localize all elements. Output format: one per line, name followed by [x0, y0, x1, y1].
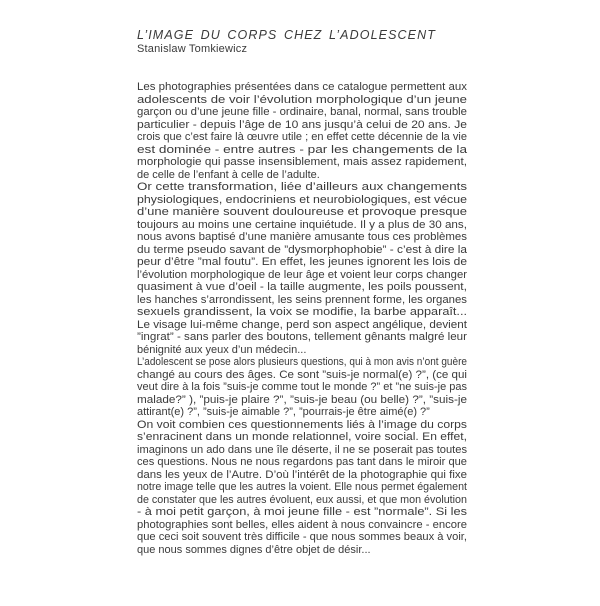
article-author: Stanislaw Tomkiewicz [137, 43, 248, 55]
article-title: L’IMAGE DU CORPS CHEZ L’ADOLESCENT [137, 28, 436, 42]
text-line: bénignité aux yeux d’un médecin... [137, 343, 307, 356]
text-line: - à moi petit garçon, à moi jeune fille - est ”normale”. Si les [137, 506, 467, 518]
text-line: peur d’être ”mal foutu”. En effet, les jeunes ignorent les lois de [137, 256, 467, 268]
text-line: Or cette transformation, liée d’ailleurs aux changements [137, 181, 467, 193]
text-line: est dominée - entre autres - par les changements de la [137, 143, 467, 156]
text-line: particulier - depuis l’âge de 10 ans jusqu’à celui de 20 ans. Je [137, 118, 467, 131]
text-line: de constater que les autres évoluent, eux aussi, et que mon évolution [137, 493, 467, 506]
text-line: de celle de l’enfant à celle de l’adulte. [137, 168, 320, 181]
text-line: du terme pseudo savant de ”dysmorphophobie” - c’est à dire la [137, 243, 467, 256]
text-line: nous avons baptisé d’une manière amusante tous ces problèmes [137, 231, 468, 243]
text-line: garçon ou d’une jeune fille - ordinaire, banal, normal, sans trouble [137, 106, 467, 118]
text-line: L’adolescent se pose alors plusieurs questions, qui à mon avis n’ont guère [137, 356, 467, 368]
text-line: l’évolution morphologique de leur âge et voient leur corps changer [137, 268, 467, 281]
article-header [137, 29, 436, 56]
text-line: notre image telle que les autres la voient. Elle nous permet également [137, 481, 467, 493]
text-line: imaginons un ado dans une île déserte, il ne se poserait pas toutes [137, 443, 467, 456]
text-line: que nous sommes dignes d’être objet de désir... [137, 543, 371, 556]
text-line: veut dire à la fois ”suis-je comme tout le monde ?” et ”ne suis-je pas [137, 381, 467, 393]
text-line: morphologie qui passe insensiblement, mais assez rapidement, [137, 156, 467, 168]
text-line: quasiment à vue d’oeil - la taille augmente, les poils poussent, [137, 281, 467, 293]
text-line: Le visage lui-même change, perd son aspect angélique, devient [137, 318, 467, 331]
text-line: photographies sont belles, elles aident à nous convaincre - encore [137, 518, 467, 531]
text-line: ces questions. Nous ne nous regardons pas tant dans le miroir que [137, 456, 467, 468]
text-line: physiologiques, endocriniens et neurobiologiques, est vécue [137, 193, 467, 206]
text-line: adolescents de voir l’évolution morphologique d’un jeune [137, 93, 467, 106]
text-line: s’enracinent dans un monde relationnel, voire social. En effet, [137, 431, 467, 443]
text-line: Les photographies présentées dans ce catalogue permettent aux [137, 81, 468, 93]
text-line: sexuels grandissent, la voix se modifie, la barbe apparaît... [137, 306, 467, 318]
text-line: que ceci soit souvent très difficile - que nous sommes beaux à voir, [137, 531, 467, 543]
text-line: toujours au moins une certaine inquiétude. Il y a plus de 30 ans, [137, 218, 467, 231]
article-body [137, 81, 467, 556]
text-line: les hanches s’arrondissent, les seins prennent forme, les organes [137, 293, 467, 306]
text-line: attirant(e) ?”, ”suis-je aimable ?”, ”pourrais-je être aimé(e) ?” [137, 406, 430, 418]
text-line: On voit combien ces questionnements liés à l’image du corps [137, 418, 467, 431]
text-line: crois que c’est faire là œuvre utile ; en effet cette décennie de la vie [137, 131, 467, 143]
text-line: dans les yeux de l’Autre. D’où l’intérêt de la photographie qui fixe [137, 468, 467, 481]
text-line: malade?” ), ”puis-je plaire ?”, ”suis-je beau (ou belle) ?”, ”suis-je [137, 393, 467, 406]
text-line: d’une manière souvent douloureuse et provoque presque [137, 206, 467, 218]
text-line: ”ingrat” - sans parler des boutons, tellement gênants malgré leur [137, 331, 467, 343]
text-line: changé au cours des âges. Ce sont ”suis-je normal(e) ?”, (ce qui [137, 368, 467, 381]
